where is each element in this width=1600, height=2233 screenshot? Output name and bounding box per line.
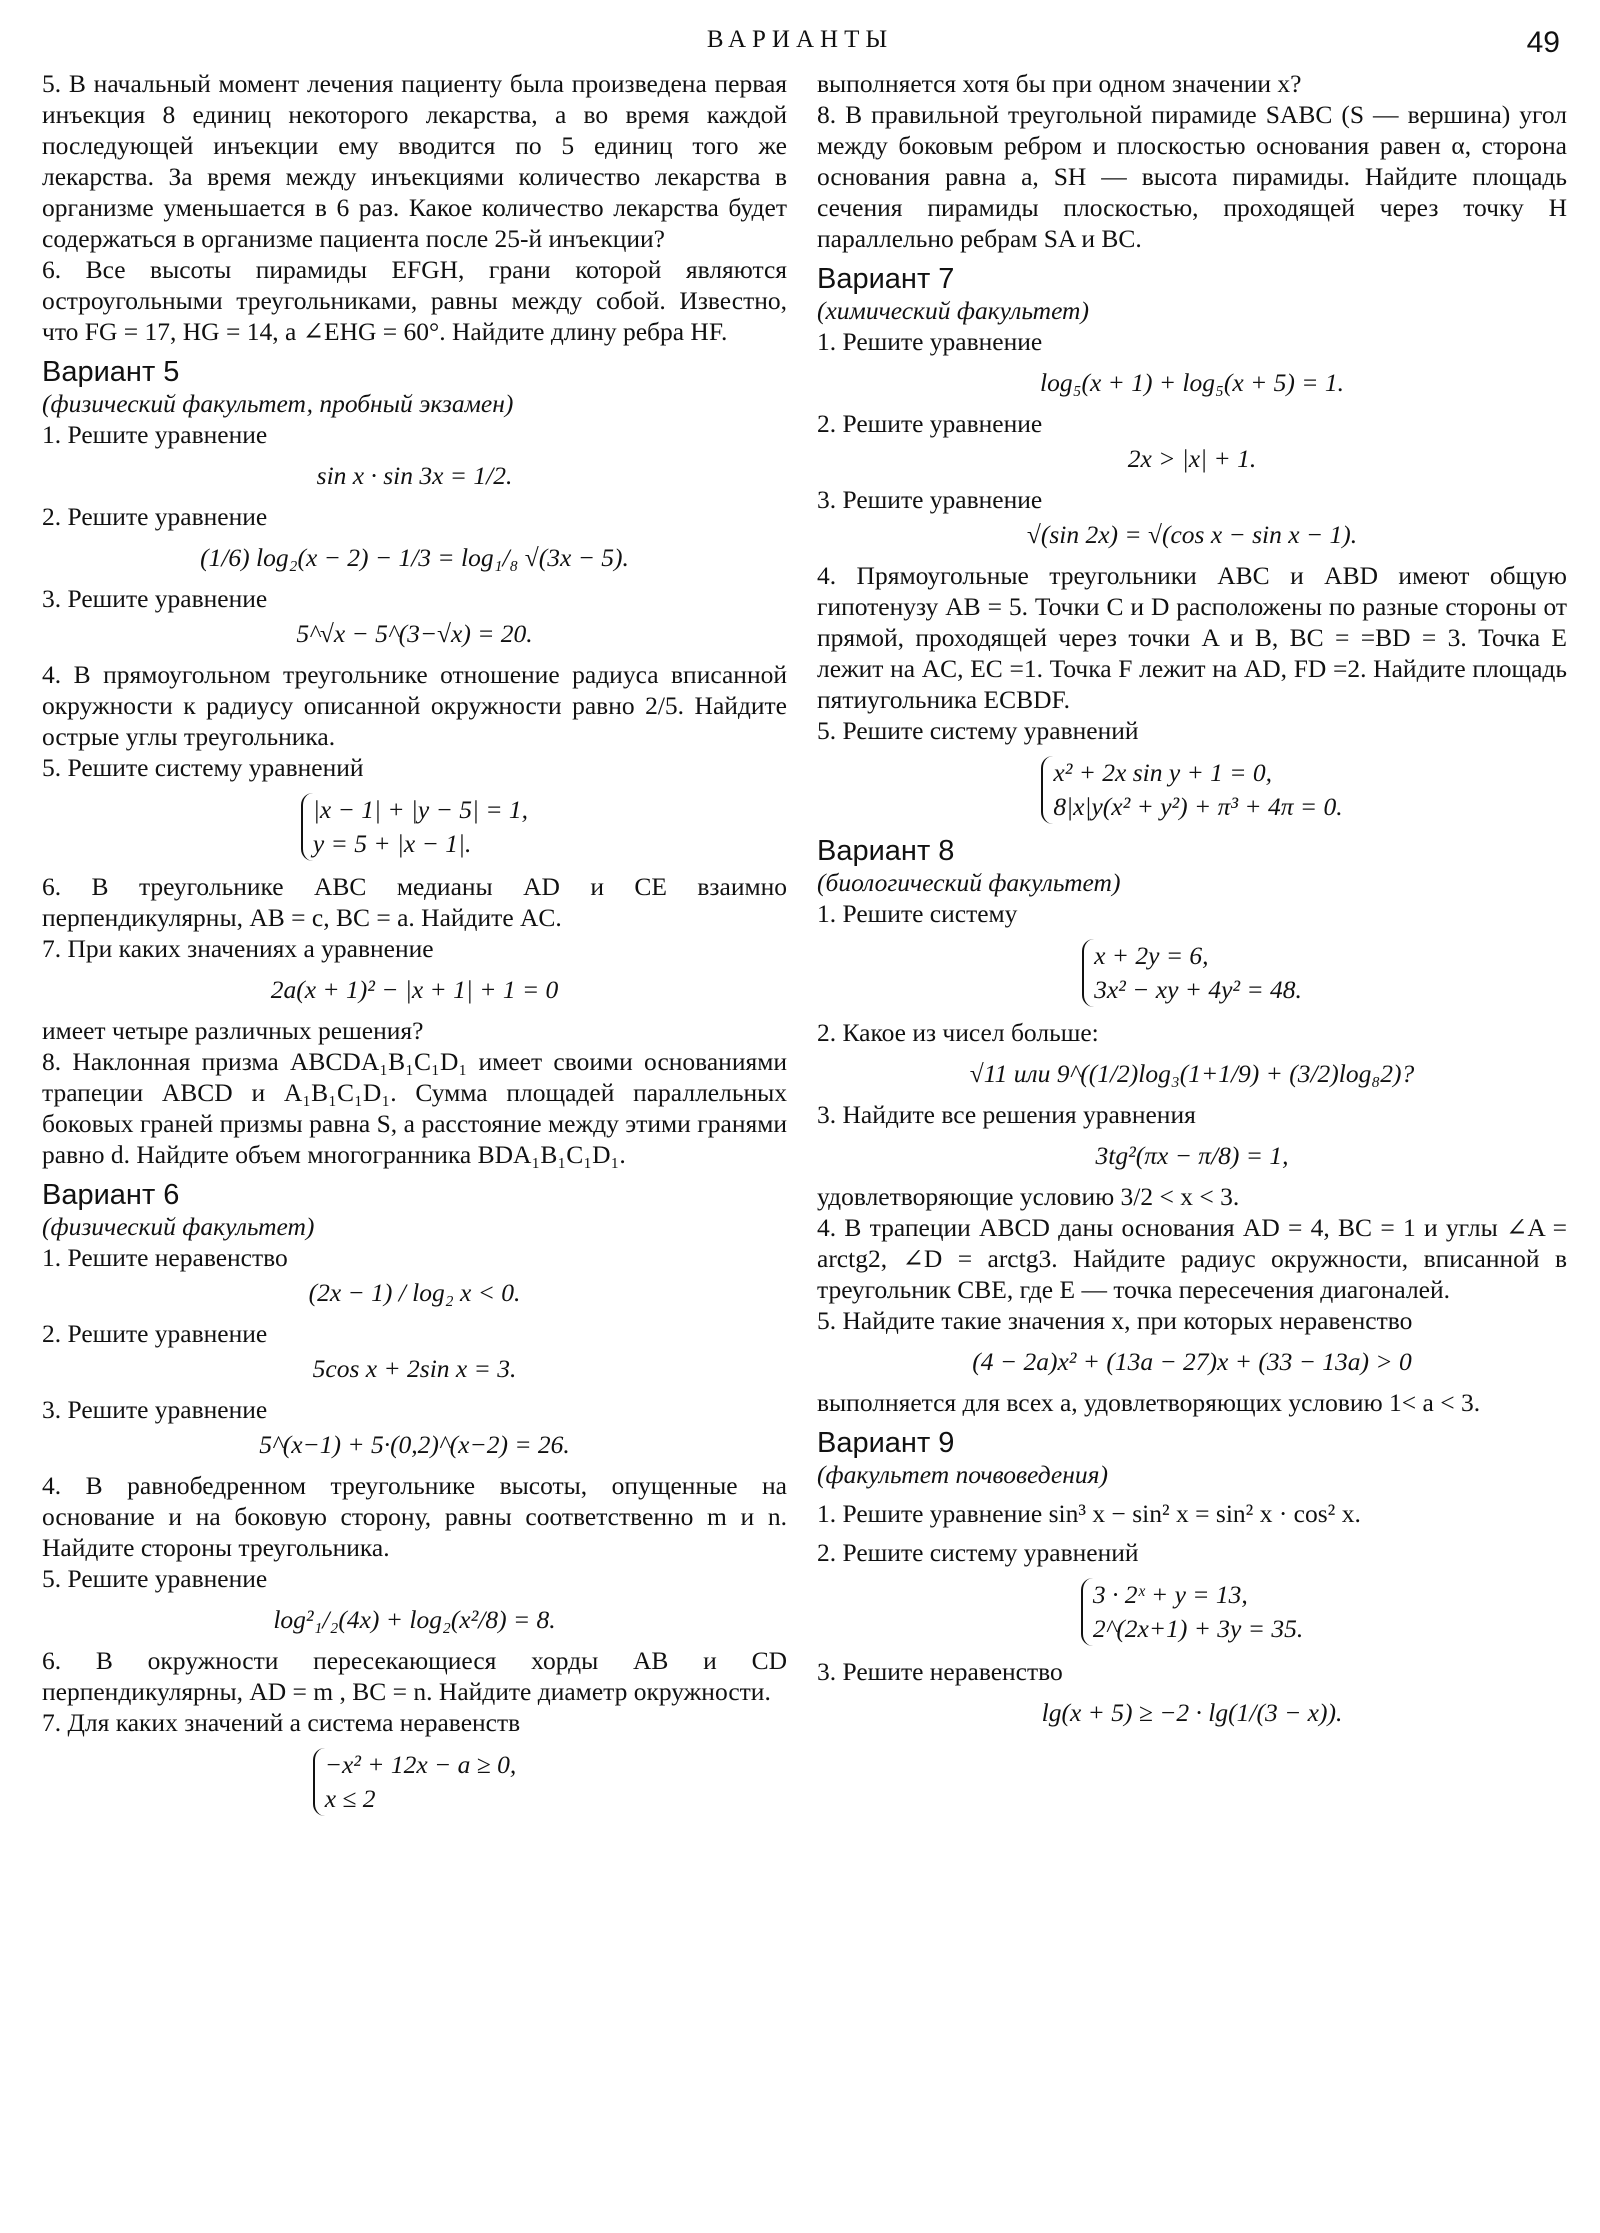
problem-text: 2. Решите систему уравнений [817, 1538, 1139, 1567]
problem-text: 3. Решите уравнение [817, 485, 1043, 514]
variant-title: Вариант 8 [817, 835, 955, 867]
faculty-label: (физический факультет, пробный экзамен) [42, 389, 514, 418]
formula-line: y = 5 + |x − 1|. [312, 829, 472, 858]
problem-text: 2. Решите уравнение [817, 409, 1043, 438]
problem-text: 4. В трапеции ABCD даны основания AD = 4, BC = 1 и углы ∠A = arctg2, ∠D = arctg3. Найдите радиус окружности, вписанной в треугольник CBE, где E — точка пересечения диагоналей. [817, 1213, 1567, 1304]
formula: log²₁/₂(4x) + log₂(x²/8) = 8. [273, 1605, 556, 1634]
formula-system [817, 1578, 1567, 1646]
formula: 5^√x − 5^(3−√x) = 20. [296, 619, 533, 648]
formula-line: x² + 2x sin y + 1 = 0, [1053, 758, 1272, 787]
formula: √(sin 2x) = √(cos x − sin x − 1). [1026, 520, 1358, 549]
formula-line: x + 2y = 6, [1094, 941, 1209, 970]
right-column [817, 68, 1567, 1738]
system-brace [1081, 1578, 1303, 1646]
problem-text: 2. Какое из чисел больше: [817, 1018, 1099, 1047]
formula-line: 2^(2x+1) + 3y = 35. [1092, 1614, 1304, 1643]
problem-text: 1. Решите неравенство [42, 1243, 288, 1272]
formula: 5^(x−1) + 5·(0,2)^(x−2) = 26. [259, 1430, 570, 1459]
system-brace [313, 1748, 517, 1816]
problem-text: 6. В треугольнике ABC медианы AD и CE взаимно перпендикулярны, AB = c, BC = a. Найдите AC. [42, 872, 787, 932]
variant-title: Вариант 5 [42, 356, 180, 388]
problem-text: 4. Прямоугольные треугольники ABC и ABD имеют общую гипотенузу AB = 5. Точки C и D расположены по разные стороны от прямой, проходящей через точки A и B, BC = =BD = 3. Точка E лежит на AC, EC =1. Точка F лежит на AD, FD =2. Найдите площадь пятиугольника ECBDF. [817, 561, 1567, 714]
problem-text: 7. При каких значениях a уравнение [42, 934, 434, 963]
problem-text: удовлетворяющие условию 3/2 < x < 3. [817, 1182, 1240, 1211]
formula: 5cos x + 2sin x = 3. [312, 1354, 517, 1383]
problem-text: 2. Решите уравнение [42, 502, 268, 531]
formula-system [42, 793, 787, 861]
problem-text: 4. В равнобедренном треугольнике высоты, опущенные на основание и на боковую сторону, равны соответственно m и n. Найдите стороны треугольника. [42, 1471, 787, 1562]
problem-text: 4. В прямоугольном треугольнике отношение радиуса вписанной окружности к радиусу описанной окружности равно 2/5. Найдите острые углы треугольника. [42, 660, 787, 751]
formula: (4 − 2a)x² + (13a − 27)x + (33 − 13a) > 0 [972, 1347, 1412, 1376]
formula-system [817, 756, 1567, 824]
formula-line: 3x² − xy + 4y² = 48. [1094, 975, 1302, 1004]
faculty-label: (химический факультет) [817, 296, 1089, 325]
variant-title: Вариант 7 [817, 263, 955, 295]
problem-text: 1. Решите систему [817, 899, 1018, 928]
page-number: 49 [1526, 26, 1560, 59]
faculty-label: (физический факультет) [42, 1212, 315, 1241]
problem-text: 3. Решите уравнение [42, 1395, 268, 1424]
problem-text: 6. Все высоты пирамиды EFGH, грани которой являются остроугольными треугольниками, равны между собой. Известно, что FG = 17, HG = 14, а ∠EHG = 60°. Найдите длину ребра HF. [42, 255, 787, 346]
faculty-label: (факультет почвоведения) [817, 1460, 1108, 1489]
formula: 3tg²(πx − π/8) = 1, [1095, 1141, 1289, 1170]
formula: √11 или 9^((1/2)log₃(1+1/9) + (3/2)log₈2)? [969, 1059, 1415, 1088]
formula-system [42, 1748, 787, 1816]
problem-text: 5. Решите систему уравнений [817, 716, 1139, 745]
formula: sin x · sin 3x = 1/2. [316, 461, 513, 490]
formula: lg(x + 5) ≥ −2 · lg(1/(3 − x)). [1041, 1698, 1343, 1727]
faculty-label: (биологический факультет) [817, 868, 1121, 897]
formula-line: 8|x|y(x² + y²) + π³ + 4π = 0. [1053, 792, 1343, 821]
variant-title: Вариант 6 [42, 1179, 180, 1211]
formula-line: |x − 1| + |y − 5| = 1, [312, 795, 529, 824]
formula: 2a(x + 1)² − |x + 1| + 1 = 0 [270, 975, 559, 1004]
formula-system [817, 939, 1567, 1007]
formula-line: −x² + 12x − a ≥ 0, [324, 1750, 517, 1779]
problem-text: 5. Решите уравнение [42, 1564, 268, 1593]
formula: (1/6) log₂(x − 2) − 1/3 = log₁/₈ √(3x − 5). [200, 543, 629, 572]
system-brace [301, 793, 528, 861]
problem-text: 3. Решите уравнение [42, 584, 268, 613]
problem-text: выполняется хотя бы при одном значении x? [817, 69, 1302, 98]
problem-text: 1. Решите уравнение [42, 420, 268, 449]
formula: 2x > |x| + 1. [1127, 444, 1257, 473]
formula: (2x − 1) / log₂ x < 0. [308, 1278, 521, 1307]
problem-text: 1. Решите уравнение [817, 327, 1043, 356]
problem-text: 7. Для каких значений a система неравенств [42, 1708, 521, 1737]
problem-text: 2. Решите уравнение [42, 1319, 268, 1348]
formula-line: x ≤ 2 [324, 1784, 376, 1813]
system-brace [1041, 756, 1342, 824]
problem-text: 5. В начальный момент лечения пациенту была произведена первая инъекция 8 единиц некоторого лекарства, а во время каждой последующей инъекции ему вводится по 5 единиц того же лекарства. За время между инъекциями количество лекарства в организме уменьшается в 6 раз. Какое количество лекарства будет содержаться в организме пациента после 25-й инъекции? [42, 69, 787, 253]
formula: log₅(x + 1) + log₅(x + 5) = 1. [1040, 368, 1344, 397]
running-head: ВАРИАНТЫ [706, 26, 894, 53]
problem-text: 5. Найдите такие значения x, при которых неравенство [817, 1306, 1413, 1335]
problem-text: имеет четыре различных решения? [42, 1016, 424, 1045]
problem-text: 3. Найдите все решения уравнения [817, 1100, 1196, 1129]
problem-text: 5. Решите систему уравнений [42, 753, 364, 782]
problem-text: 3. Решите неравенство [817, 1657, 1063, 1686]
problem-text: 8. Наклонная призма ABCDA₁B₁C₁D₁ имеет своими основаниями трапеции ABCD и A₁B₁C₁D₁. Сумма площадей параллельных боковых граней призмы равна S, а расстояние между этими гранями равно d. Найдите объем многогранника BDA₁B₁C₁D₁. [42, 1047, 787, 1169]
problem-text: 1. Решите уравнение sin³ x − sin² x = sin² x · cos² x. [817, 1499, 1361, 1528]
left-column [42, 68, 787, 1826]
system-brace [1082, 939, 1302, 1007]
formula-line: 3 · 2ˣ + y = 13, [1092, 1580, 1248, 1609]
variant-title: Вариант 9 [817, 1427, 955, 1459]
problem-text: 6. В окружности пересекающиеся хорды AB и CD перпендикулярны, AD = m , BC = n. Найдите диаметр окружности. [42, 1646, 787, 1706]
problem-text: 8. В правильной треугольной пирамиде SABC (S — вершина) угол между боковым ребром и плоскостью основания равен α, сторона основания равна a, SH — высота пирамиды. Найдите площадь сечения пирамиды плоскостью, проходящей через точку H параллельно ребрам SA и BC. [817, 100, 1567, 253]
problem-text: выполняется для всех a, удовлетворяющих условию 1< a < 3. [817, 1388, 1481, 1417]
